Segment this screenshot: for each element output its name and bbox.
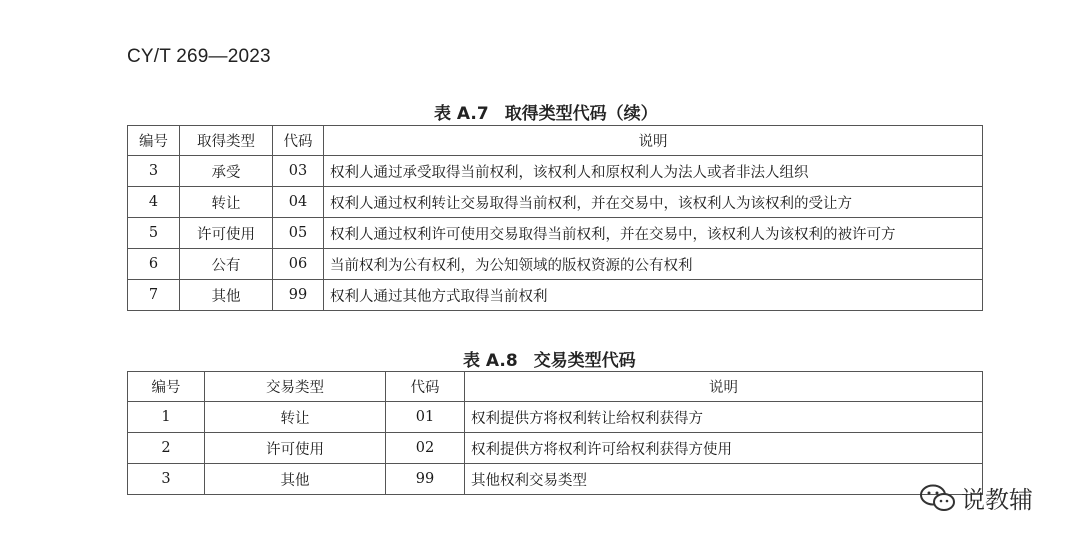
cell-number: 3 [128, 156, 180, 187]
cell-description: 其他权利交易类型 [465, 464, 983, 495]
cell-type: 承受 [180, 156, 273, 187]
table-a8-title: 交易类型代码 [533, 351, 636, 371]
table-a7-caption [434, 99, 658, 124]
wechat-icon [919, 483, 957, 513]
column-header-code: 代码 [273, 126, 324, 156]
cell-type: 其他 [205, 464, 386, 495]
cell-type: 许可使用 [205, 433, 386, 464]
table-a7-title: 取得类型代码（续） [504, 104, 658, 124]
table-row [128, 218, 983, 249]
cell-description: 权利人通过权利许可使用交易取得当前权利，并在交易中，该权利人为该权利的被许可方 [324, 218, 983, 249]
table-a8-caption [463, 346, 636, 371]
cell-description: 当前权利为公有权利，为公知领域的版权资源的公有权利 [324, 249, 983, 280]
table-a8 [127, 371, 983, 495]
cell-type: 许可使用 [180, 218, 273, 249]
column-header-type: 交易类型 [205, 372, 386, 402]
watermark-text: 说教辅 [961, 486, 1033, 514]
cell-number: 3 [128, 464, 205, 495]
cell-code: 01 [386, 402, 465, 433]
table-row [128, 433, 983, 464]
table-row [128, 280, 983, 311]
column-header-description: 说明 [324, 126, 983, 156]
table-header-row [128, 126, 983, 156]
watermark [919, 480, 1033, 515]
table-row [128, 249, 983, 280]
column-header-description: 说明 [465, 372, 983, 402]
column-header-type: 取得类型 [180, 126, 273, 156]
cell-description: 权利提供方将权利许可给权利获得方使用 [465, 433, 983, 464]
standard-code: CY/T 269—2023 [127, 46, 271, 67]
table-row [128, 156, 983, 187]
cell-description: 权利人通过权利转让交易取得当前权利，并在交易中，该权利人为该权利的受让方 [324, 187, 983, 218]
cell-code: 06 [273, 249, 324, 280]
cell-number: 4 [128, 187, 180, 218]
table-row [128, 464, 983, 495]
cell-code: 02 [386, 433, 465, 464]
cell-code: 99 [386, 464, 465, 495]
table-row [128, 402, 983, 433]
column-header-number: 编号 [128, 372, 205, 402]
column-header-number: 编号 [128, 126, 180, 156]
cell-number: 5 [128, 218, 180, 249]
cell-code: 99 [273, 280, 324, 311]
cell-number: 6 [128, 249, 180, 280]
table-a7-number: 表 A.7 [434, 104, 489, 124]
table-header-row [128, 372, 983, 402]
cell-number: 1 [128, 402, 205, 433]
cell-code: 03 [273, 156, 324, 187]
cell-code: 05 [273, 218, 324, 249]
cell-number: 2 [128, 433, 205, 464]
cell-number: 7 [128, 280, 180, 311]
cell-description: 权利提供方将权利转让给权利获得方 [465, 402, 983, 433]
table-a7 [127, 125, 983, 311]
cell-type: 公有 [180, 249, 273, 280]
cell-type: 转让 [180, 187, 273, 218]
table-row [128, 187, 983, 218]
cell-description: 权利人通过承受取得当前权利，该权利人和原权利人为法人或者非法人组织 [324, 156, 983, 187]
cell-code: 04 [273, 187, 324, 218]
cell-type: 其他 [180, 280, 273, 311]
cell-type: 转让 [205, 402, 386, 433]
table-a8-number: 表 A.8 [463, 351, 518, 371]
column-header-code: 代码 [386, 372, 465, 402]
cell-description: 权利人通过其他方式取得当前权利 [324, 280, 983, 311]
